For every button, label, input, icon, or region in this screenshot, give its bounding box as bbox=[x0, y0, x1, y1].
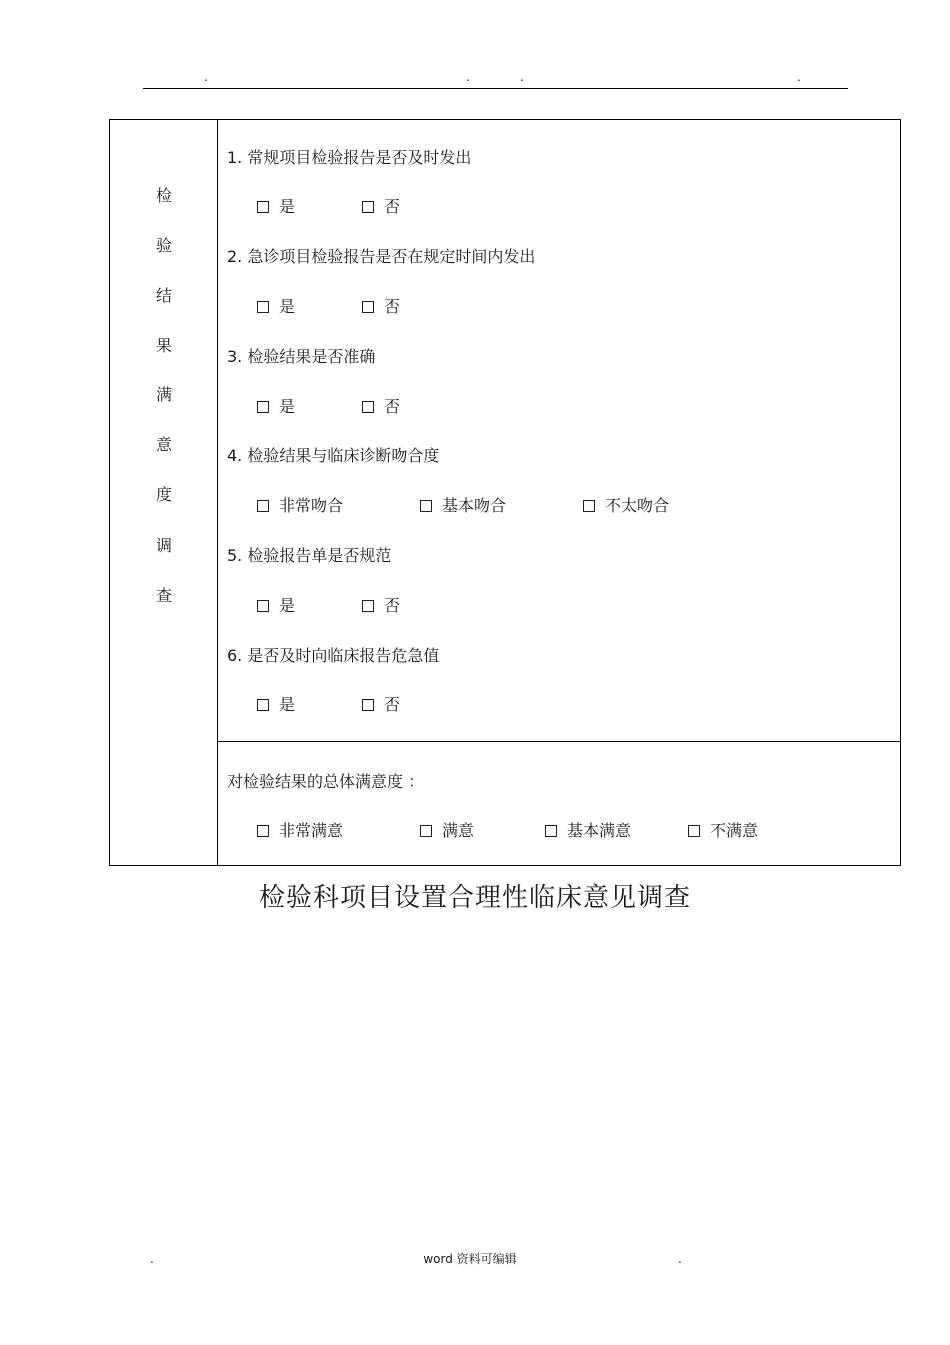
footer-dot: . bbox=[150, 1252, 154, 1266]
overall-option-basically-satisfied[interactable]: 基本满意 bbox=[545, 821, 631, 841]
survey-table bbox=[109, 119, 901, 866]
header-dot: . bbox=[466, 70, 470, 84]
q4-option-not-very-consistent[interactable]: 不太吻合 bbox=[583, 496, 669, 516]
checkbox[interactable] bbox=[362, 201, 374, 213]
question-1-text: 1. 常规项目检验报告是否及时发出 bbox=[227, 148, 472, 167]
q2-option-yes[interactable]: 是 bbox=[257, 297, 295, 317]
side-label-char: 调 bbox=[155, 536, 172, 555]
question-2-text: 2. 急诊项目检验报告是否在规定时间内发出 bbox=[227, 247, 536, 266]
checkbox[interactable] bbox=[688, 825, 700, 837]
side-label-char: 意 bbox=[155, 435, 172, 454]
question-4-text: 4. 检验结果与临床诊断吻合度 bbox=[227, 446, 440, 465]
checkbox[interactable] bbox=[362, 699, 374, 711]
side-label-char: 度 bbox=[155, 485, 172, 504]
header-dot: . bbox=[204, 70, 208, 84]
checkbox[interactable] bbox=[362, 600, 374, 612]
table-divider bbox=[218, 741, 900, 742]
side-label-char: 查 bbox=[155, 586, 172, 605]
side-label-column bbox=[110, 120, 218, 865]
checkbox[interactable] bbox=[420, 500, 432, 512]
q6-option-no[interactable]: 否 bbox=[362, 695, 400, 715]
header-dot: . bbox=[520, 70, 524, 84]
overall-option-satisfied[interactable]: 满意 bbox=[420, 821, 474, 841]
checkbox[interactable] bbox=[420, 825, 432, 837]
checkbox[interactable] bbox=[257, 301, 269, 313]
question-6-text: 6. 是否及时向临床报告危急值 bbox=[227, 646, 440, 665]
checkbox[interactable] bbox=[257, 825, 269, 837]
question-5-text: 5. 检验报告单是否规范 bbox=[227, 546, 392, 565]
checkbox[interactable] bbox=[362, 401, 374, 413]
q3-option-yes[interactable]: 是 bbox=[257, 397, 295, 417]
side-label-char: 结 bbox=[155, 286, 172, 305]
q5-option-yes[interactable]: 是 bbox=[257, 596, 295, 616]
side-label-char: 检 bbox=[155, 186, 172, 205]
checkbox[interactable] bbox=[362, 301, 374, 313]
page-title: 检验科项目设置合理性临床意见调查 bbox=[258, 883, 691, 913]
overall-satisfaction-text: 对检验结果的总体满意度 ： bbox=[227, 772, 425, 791]
overall-option-very-satisfied[interactable]: 非常满意 bbox=[257, 821, 343, 841]
checkbox[interactable] bbox=[545, 825, 557, 837]
header-dot: . bbox=[797, 70, 801, 84]
q3-option-no[interactable]: 否 bbox=[362, 397, 400, 417]
footer-text: word 资料可编辑 bbox=[423, 1252, 517, 1266]
q4-option-basically-consistent[interactable]: 基本吻合 bbox=[420, 496, 506, 516]
q4-option-very-consistent[interactable]: 非常吻合 bbox=[257, 496, 343, 516]
q6-option-yes[interactable]: 是 bbox=[257, 695, 295, 715]
checkbox[interactable] bbox=[257, 401, 269, 413]
side-label-char: 果 bbox=[155, 336, 172, 355]
q5-option-no[interactable]: 否 bbox=[362, 596, 400, 616]
checkbox[interactable] bbox=[257, 600, 269, 612]
q1-option-yes[interactable]: 是 bbox=[257, 197, 295, 217]
header-rule bbox=[143, 88, 848, 89]
side-label-char: 满 bbox=[155, 385, 172, 404]
side-label-char: 验 bbox=[155, 236, 172, 255]
q1-option-no[interactable]: 否 bbox=[362, 197, 400, 217]
checkbox[interactable] bbox=[583, 500, 595, 512]
q2-option-no[interactable]: 否 bbox=[362, 297, 400, 317]
question-3-text: 3. 检验结果是否准确 bbox=[227, 347, 376, 366]
overall-option-not-satisfied[interactable]: 不满意 bbox=[688, 821, 758, 841]
footer-dot: . bbox=[678, 1252, 682, 1266]
checkbox[interactable] bbox=[257, 500, 269, 512]
checkbox[interactable] bbox=[257, 201, 269, 213]
checkbox[interactable] bbox=[257, 699, 269, 711]
